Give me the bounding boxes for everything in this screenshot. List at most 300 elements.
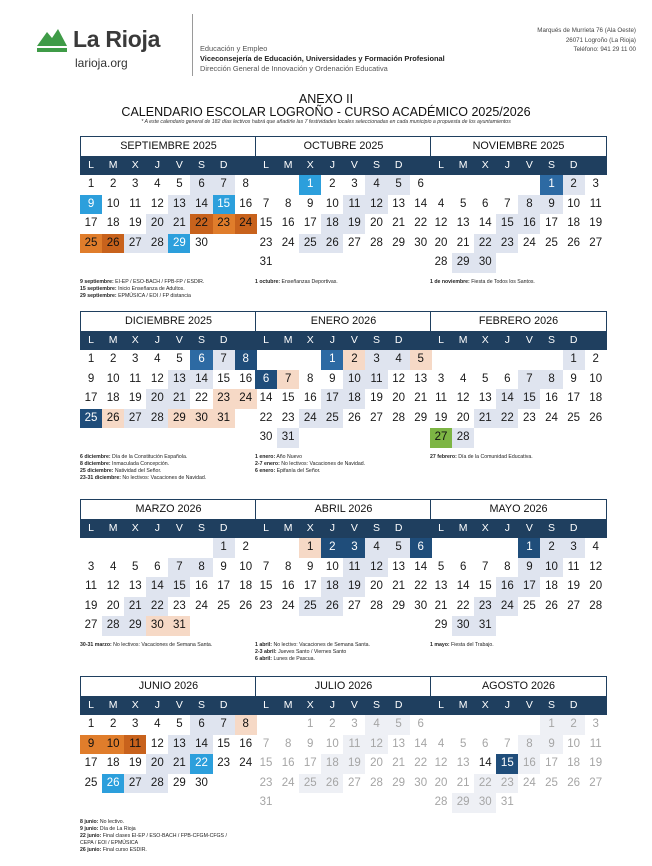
day-cell: 31	[277, 428, 299, 448]
note-text: Fiesta de Todos los Santos.	[469, 279, 535, 285]
day-cell: 18	[321, 214, 343, 234]
day-cell: 8	[284, 737, 292, 750]
day-cell: 27	[370, 411, 383, 424]
empty-day-cell	[452, 715, 474, 735]
note-text: Enseñanzas Deportivas.	[280, 279, 338, 285]
day-cell: 17	[303, 217, 317, 229]
day-cell: 21	[414, 392, 428, 404]
month-notes	[430, 279, 605, 286]
weekday-label: S	[373, 699, 381, 711]
weekday-label: J	[329, 159, 335, 171]
day-cell: 20	[589, 580, 603, 592]
day-cell: 2	[343, 350, 365, 370]
day-cell: 2	[109, 353, 117, 365]
day-cell: 6	[190, 350, 212, 370]
weekday-label: S	[198, 699, 206, 711]
note-line	[255, 454, 430, 461]
weekday-label: J	[154, 522, 160, 534]
weekday-label: D	[394, 159, 403, 171]
day-cell: 22	[414, 217, 428, 229]
day-cell: 13	[392, 560, 405, 573]
month-title: OCTUBRE 2025	[255, 136, 432, 156]
day-cell: 11	[567, 560, 580, 573]
day-cell: 5	[388, 538, 410, 558]
day-cell: 21	[168, 389, 190, 409]
day-cell: 27	[84, 619, 98, 631]
day-cell: 23	[213, 389, 235, 409]
day-cell: 23	[259, 776, 273, 789]
day-cell: 27	[348, 236, 361, 249]
note-date: 22 junio:	[80, 833, 102, 839]
day-cell: 30	[474, 793, 496, 813]
day-cell: 5	[388, 715, 410, 735]
day-cell: 12	[150, 737, 164, 750]
day-cell: 21	[168, 214, 190, 234]
note-line	[80, 475, 230, 482]
day-cell: 25	[523, 599, 536, 612]
note-text: EI-EP / ESO-BACH / FPB-FP / ESDIR.	[113, 279, 205, 285]
month-notes	[80, 454, 230, 482]
weekday-label: M	[283, 334, 293, 346]
day-cell: 5	[132, 560, 139, 573]
day-cell: 7	[213, 350, 235, 370]
day-cell: 1	[299, 538, 321, 558]
day-cell: 20	[434, 236, 448, 249]
day-cell: 7	[518, 370, 540, 390]
day-cell: 17	[303, 757, 317, 769]
day-cell: 17	[567, 392, 580, 404]
day-cell: 2	[329, 178, 336, 190]
day-cell: 6	[417, 178, 424, 190]
day-cell: 25	[80, 409, 102, 429]
day-cell: 17	[84, 392, 98, 404]
day-cell: 14	[456, 580, 470, 592]
weekday-label: V	[350, 522, 358, 534]
day-cell: 16	[239, 737, 253, 750]
weekday-header	[80, 156, 257, 175]
day-cell: 30	[195, 776, 208, 789]
day-cell: 24	[235, 214, 257, 234]
day-cell: 5	[176, 718, 183, 730]
note-text: Día de la Constitución Española.	[110, 454, 188, 460]
day-cell: 4	[388, 350, 410, 370]
weekday-label: M	[458, 699, 468, 711]
calendar-title: CALENDARIO ESCOLAR LOGROÑO - CURSO ACADÉMICO 2025/2026	[121, 105, 531, 119]
day-cell: 1	[87, 178, 95, 190]
month-calendar	[430, 499, 607, 636]
weekday-label: M	[458, 159, 468, 171]
day-cell: 20	[146, 214, 168, 234]
day-cell: 18	[106, 392, 120, 404]
weekday-label: X	[306, 159, 314, 171]
day-cell: 22	[190, 754, 212, 774]
day-cell: 13	[392, 737, 405, 750]
day-cell: 23	[474, 597, 496, 617]
day-cell: 8	[190, 558, 212, 578]
day-cell: 18	[343, 389, 365, 409]
day-cell: 8	[284, 560, 292, 573]
weekday-label: V	[175, 522, 183, 534]
weekday-label: D	[394, 699, 403, 711]
day-cell: 14	[496, 389, 518, 409]
day-cell: 22	[146, 597, 168, 617]
day-cell: 3	[87, 560, 95, 573]
note-text: No lectivos: Vacaciones de Semana Santa.	[111, 642, 213, 648]
day-cell: 2	[563, 175, 585, 195]
day-cell: 7	[504, 197, 511, 210]
day-grid	[80, 538, 257, 636]
day-cell: 31	[213, 409, 235, 429]
day-cell: 20	[456, 411, 470, 424]
day-cell: 15	[259, 757, 273, 769]
day-cell: 22	[414, 580, 428, 592]
weekday-label: M	[283, 522, 293, 534]
day-cell: 28	[370, 236, 383, 249]
day-cell: 1	[87, 718, 95, 730]
day-cell: 28	[370, 776, 383, 789]
weekday-label: X	[306, 334, 314, 346]
empty-day-cell	[255, 350, 277, 370]
day-cell: 26	[321, 597, 343, 617]
day-cell: 10	[325, 560, 339, 573]
empty-day-cell	[80, 538, 102, 558]
day-cell: 30	[414, 236, 428, 249]
day-cell: 21	[456, 236, 470, 249]
day-cell: 25	[84, 776, 98, 789]
month-notes	[255, 279, 430, 286]
weekday-label: M	[108, 334, 118, 346]
weekday-label: S	[548, 334, 556, 346]
day-cell: 18	[106, 757, 120, 769]
day-cell: 18	[106, 217, 120, 229]
day-cell: 21	[434, 599, 448, 612]
day-cell: 16	[239, 197, 253, 210]
weekday-label: L	[88, 522, 94, 534]
empty-day-cell	[496, 175, 518, 195]
weekday-label: X	[481, 699, 489, 711]
month-title: JUNIO 2026	[80, 676, 257, 696]
day-cell: 21	[456, 776, 470, 789]
day-cell: 9	[540, 735, 562, 755]
note-date: 6 diciembre:	[80, 454, 111, 460]
weekday-label: J	[504, 159, 510, 171]
day-cell: 17	[303, 580, 317, 592]
weekday-header	[255, 331, 432, 350]
day-cell: 26	[545, 599, 558, 612]
day-cell: 16	[303, 392, 317, 404]
day-cell: 19	[589, 217, 603, 229]
day-cell: 27	[124, 234, 146, 254]
weekday-label: X	[481, 522, 489, 534]
note-date: 27 febrero:	[430, 454, 457, 460]
day-cell: 12	[365, 558, 387, 578]
note-line	[80, 461, 230, 468]
day-cell: 10	[540, 558, 562, 578]
day-grid	[255, 350, 432, 448]
day-cell: 29	[168, 409, 190, 429]
day-cell: 23	[259, 599, 273, 612]
day-cell: 10	[343, 370, 365, 390]
note-text: Final clases EI-EP / ESO-BACH / FPB-CFGM-CFGS / CEPA / EOI / EPMÚSICA	[80, 833, 227, 846]
month-notes	[80, 642, 230, 649]
month-calendar	[255, 499, 432, 616]
day-cell: 13	[128, 580, 142, 592]
weekday-label: M	[458, 334, 468, 346]
day-cell: 28	[146, 774, 168, 794]
day-cell: 18	[567, 217, 580, 229]
day-cell: 8	[504, 560, 511, 573]
logo-url[interactable]: larioja.org	[75, 56, 128, 70]
note-text: No lectivos: Vacaciones de Navidad.	[279, 461, 366, 467]
address-line-1: Marqués de Murrieta 76 (Ala Oeste)	[537, 27, 636, 34]
note-text: No lectivo: Vacaciones de Semana Santa.	[272, 642, 370, 648]
month-notes	[430, 642, 605, 649]
day-cell: 19	[370, 392, 383, 404]
note-line	[430, 454, 605, 461]
note-date: 2-7 enero:	[255, 461, 280, 467]
note-line	[80, 279, 230, 286]
note-text: Final curso ESDIR.	[101, 847, 147, 853]
day-cell: 9	[80, 735, 102, 755]
weekday-label: V	[525, 522, 533, 534]
day-cell: 17	[545, 757, 558, 769]
day-cell: 27	[348, 599, 361, 612]
day-cell: 3	[351, 178, 358, 190]
day-cell: 14	[414, 197, 428, 210]
month-notes	[80, 279, 230, 300]
day-cell: 1	[563, 350, 585, 370]
day-cell: 19	[589, 757, 603, 769]
day-cell: 16	[496, 577, 518, 597]
weekday-label: S	[373, 522, 381, 534]
note-date: 25 diciembre:	[80, 468, 114, 474]
note-text: Día de la Comunidad Educativa.	[456, 454, 533, 460]
note-date: 1 octubre:	[255, 279, 281, 285]
day-cell: 16	[281, 757, 295, 769]
day-cell: 29	[392, 599, 405, 612]
day-cell: 17	[321, 389, 343, 409]
note-text: EPMÚSICA / EOI / FP distancia	[116, 293, 191, 299]
day-cell: 13	[456, 217, 470, 229]
day-cell: 4	[365, 175, 387, 195]
department-line-1: Educación y Empleo	[200, 44, 268, 53]
day-cell: 7	[262, 737, 270, 750]
day-cell: 28	[392, 411, 405, 424]
day-cell: 31	[259, 256, 273, 268]
empty-day-cell	[255, 538, 277, 558]
day-cell: 8	[540, 370, 562, 390]
day-cell: 24	[235, 389, 257, 409]
note-line	[80, 468, 230, 475]
note-date: 9 junio:	[80, 826, 99, 832]
month-calendar	[80, 499, 257, 636]
department-line-3: Dirección General de Innovación y Ordenación Educativa	[200, 64, 388, 73]
day-cell: 14	[478, 757, 492, 769]
day-cell: 22	[474, 234, 496, 254]
weekday-label: V	[175, 159, 183, 171]
day-cell: 17	[84, 217, 98, 229]
day-cell: 19	[128, 757, 142, 769]
empty-day-cell	[430, 538, 452, 558]
day-cell: 26	[321, 774, 343, 794]
empty-day-cell	[518, 175, 540, 195]
day-cell: 28	[146, 409, 168, 429]
day-cell: 21	[392, 580, 405, 592]
day-cell: 7	[277, 370, 299, 390]
day-cell: 6	[504, 372, 511, 385]
day-cell: 12	[392, 372, 405, 385]
weekday-label: X	[481, 159, 489, 171]
day-cell: 9	[307, 737, 314, 750]
weekday-label: M	[108, 522, 118, 534]
empty-day-cell	[496, 350, 518, 370]
day-cell: 29	[392, 236, 405, 249]
empty-day-cell	[299, 350, 321, 370]
day-cell: 31	[500, 796, 514, 808]
day-cell: 19	[128, 392, 142, 404]
weekday-label: S	[373, 159, 381, 171]
month-title: JULIO 2026	[255, 676, 432, 696]
day-cell: 13	[456, 757, 470, 769]
day-cell: 24	[523, 776, 536, 789]
day-cell: 25	[299, 774, 321, 794]
day-cell: 9	[87, 372, 95, 385]
day-cell: 5	[459, 737, 467, 750]
empty-day-cell	[518, 350, 540, 370]
day-cell: 20	[370, 757, 383, 769]
day-cell: 3	[365, 350, 387, 370]
weekday-header	[430, 696, 607, 715]
note-date: 1 enero:	[255, 454, 276, 460]
day-cell: 13	[478, 392, 492, 404]
month-title: MAYO 2026	[430, 499, 607, 519]
day-cell: 7	[262, 560, 270, 573]
day-cell: 14	[190, 195, 212, 215]
day-cell: 9	[80, 195, 102, 215]
day-cell: 22	[456, 599, 470, 612]
day-cell: 22	[195, 392, 208, 404]
day-cell: 19	[567, 580, 580, 592]
day-cell: 29	[392, 776, 405, 789]
day-cell: 3	[592, 718, 599, 730]
day-cell: 17	[84, 757, 98, 769]
note-line	[80, 826, 230, 833]
day-cell: 25	[567, 411, 580, 424]
weekday-label: L	[438, 334, 444, 346]
day-cell: 16	[239, 372, 253, 385]
day-cell: 27	[589, 236, 603, 249]
day-cell: 20	[146, 754, 168, 774]
day-cell: 4	[365, 538, 387, 558]
day-cell: 21	[392, 217, 405, 229]
day-cell: 29	[414, 411, 428, 424]
day-cell: 11	[124, 735, 146, 755]
day-cell: 25	[80, 234, 102, 254]
note-line	[80, 819, 230, 826]
day-grid	[255, 715, 432, 813]
day-cell: 14	[146, 577, 168, 597]
day-cell: 24	[239, 757, 253, 769]
weekday-label: L	[438, 159, 444, 171]
day-cell: 1	[299, 175, 321, 195]
day-cell: 20	[370, 580, 383, 592]
header-divider	[192, 14, 193, 76]
weekday-label: J	[504, 699, 510, 711]
weekday-label: S	[198, 159, 206, 171]
weekday-label: J	[154, 334, 160, 346]
note-line	[80, 454, 230, 461]
day-cell: 9	[570, 372, 577, 385]
month-calendar	[255, 311, 432, 448]
day-cell: 18	[321, 577, 343, 597]
day-cell: 8	[235, 715, 257, 735]
day-cell: 26	[321, 234, 343, 254]
day-cell: 25	[321, 409, 343, 429]
day-cell: 17	[518, 577, 540, 597]
day-cell: 29	[173, 776, 186, 789]
note-text: No lectivos: Vacaciones de Navidad.	[120, 475, 207, 481]
weekday-label: V	[350, 699, 358, 711]
day-cell: 11	[129, 372, 142, 385]
day-cell: 1	[213, 538, 235, 558]
day-cell: 7	[504, 737, 511, 750]
month-title: ABRIL 2026	[255, 499, 432, 519]
day-cell: 28	[102, 616, 124, 636]
weekday-label: L	[263, 522, 269, 534]
note-text: Epifanía del Señor.	[275, 468, 321, 474]
day-cell: 10	[567, 197, 580, 210]
note-date: 15 septiembre:	[80, 286, 117, 292]
note-date: 9 septiembre:	[80, 279, 114, 285]
note-text: Natividad del Señor.	[113, 468, 162, 474]
day-cell: 13	[168, 735, 190, 755]
empty-day-cell	[496, 715, 518, 735]
day-cell: 9	[307, 197, 314, 210]
day-cell: 30	[414, 776, 428, 789]
day-cell: 29	[434, 619, 448, 631]
weekday-header	[80, 331, 257, 350]
note-line	[80, 833, 230, 847]
day-cell: 26	[589, 411, 603, 424]
day-cell: 18	[589, 392, 603, 404]
day-cell: 11	[85, 580, 98, 592]
day-cell: 25	[545, 236, 558, 249]
day-cell: 14	[478, 217, 492, 229]
note-date: 8 diciembre:	[80, 461, 111, 467]
empty-day-cell	[277, 175, 299, 195]
weekday-label: J	[154, 699, 160, 711]
day-cell: 22	[496, 409, 518, 429]
note-text: Día de La Rioja	[98, 826, 136, 832]
day-cell: 2	[242, 541, 249, 553]
weekday-label: D	[569, 699, 578, 711]
note-text: Inicio Enseñanza de Adultos.	[116, 286, 185, 292]
note-line	[255, 642, 430, 649]
weekday-header	[430, 156, 607, 175]
weekday-label: D	[569, 159, 578, 171]
day-cell: 29	[452, 793, 474, 813]
weekday-label: M	[458, 522, 468, 534]
annex-title: ANEXO II	[298, 92, 354, 106]
month-calendar	[430, 676, 607, 813]
la-rioja-mountain-icon	[36, 24, 68, 54]
day-cell: 31	[259, 796, 273, 808]
weekday-label: J	[154, 159, 160, 171]
day-cell: 9	[220, 560, 227, 573]
day-cell: 3	[563, 538, 585, 558]
day-cell: 11	[129, 197, 142, 210]
day-grid	[255, 175, 432, 273]
